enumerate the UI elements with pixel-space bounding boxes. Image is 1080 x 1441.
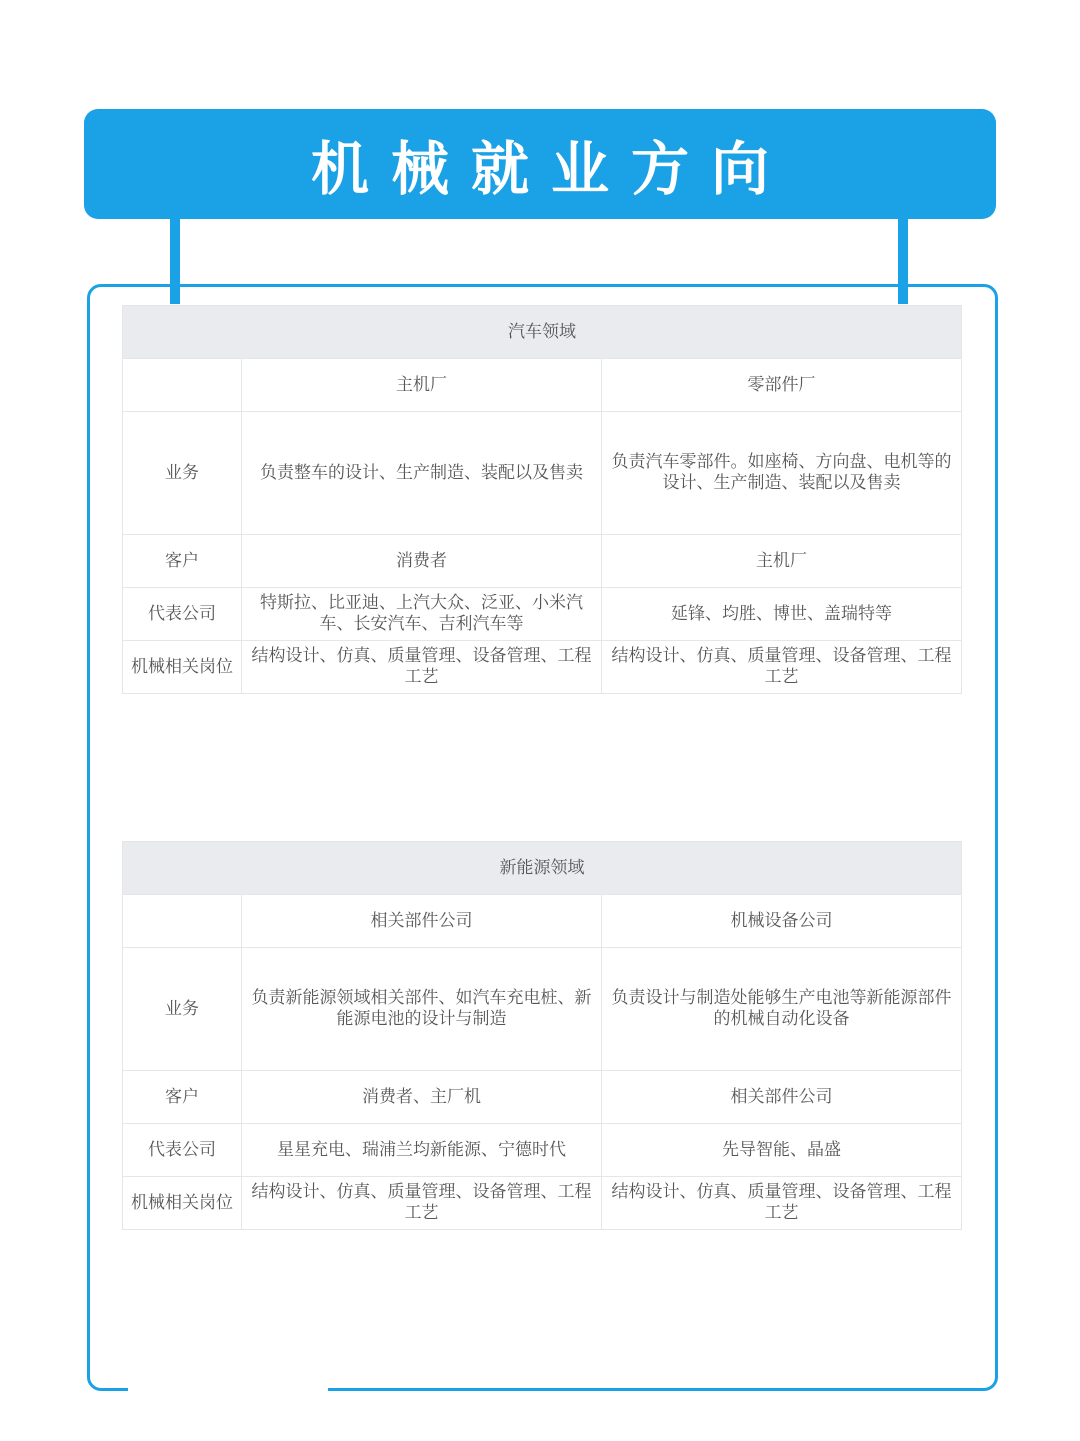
table-cell: 星星充电、瑞浦兰均新能源、宁德时代	[242, 1124, 602, 1177]
table-cell: 负责设计与制造处能够生产电池等新能源部件的机械自动化设备	[602, 948, 962, 1071]
column-header: 零部件厂	[602, 359, 962, 412]
table-header-row	[123, 306, 962, 359]
row-label: 业务	[123, 948, 242, 1071]
corner-cell	[123, 359, 242, 412]
column-header: 相关部件公司	[242, 895, 602, 948]
row-label: 客户	[123, 535, 242, 588]
table-cell: 延锋、均胜、博世、盖瑞特等	[602, 588, 962, 641]
row-label: 客户	[123, 1071, 242, 1124]
table-cell: 主机厂	[602, 535, 962, 588]
section-heading: 新能源领域	[123, 842, 962, 895]
row-label: 代表公司	[123, 588, 242, 641]
table-cell: 结构设计、仿真、质量管理、设备管理、工程工艺	[242, 1177, 602, 1230]
section-heading: 汽车领域	[123, 306, 962, 359]
table-row	[123, 1124, 962, 1177]
column-header-row	[123, 895, 962, 948]
table-row	[123, 412, 962, 535]
table-cell: 先导智能、晶盛	[602, 1124, 962, 1177]
table-cell: 消费者	[242, 535, 602, 588]
table-row	[123, 641, 962, 694]
table-cell: 负责汽车零部件。如座椅、方向盘、电机等的设计、生产制造、装配以及售卖	[602, 412, 962, 535]
corner-cell	[123, 895, 242, 948]
table-row	[123, 948, 962, 1071]
table-cell: 负责新能源领域相关部件、如汽车充电桩、新能源电池的设计与制造	[242, 948, 602, 1071]
table-cell: 结构设计、仿真、质量管理、设备管理、工程工艺	[242, 641, 602, 694]
new-energy-table	[122, 841, 962, 1230]
table-cell: 结构设计、仿真、质量管理、设备管理、工程工艺	[602, 641, 962, 694]
frame-gap	[128, 1380, 328, 1392]
column-header-row	[123, 359, 962, 412]
table-cell: 特斯拉、比亚迪、上汽大众、泛亚、小米汽车、长安汽车、吉利汽车等	[242, 588, 602, 641]
row-label: 代表公司	[123, 1124, 242, 1177]
table-row	[123, 1071, 962, 1124]
automotive-table	[122, 305, 962, 694]
table-row	[123, 1177, 962, 1230]
table-cell: 相关部件公司	[602, 1071, 962, 1124]
row-label: 业务	[123, 412, 242, 535]
table-cell: 消费者、主厂机	[242, 1071, 602, 1124]
row-label: 机械相关岗位	[123, 641, 242, 694]
table-header-row	[123, 842, 962, 895]
title-banner	[84, 109, 996, 219]
table-cell: 负责整车的设计、生产制造、装配以及售卖	[242, 412, 602, 535]
table-row	[123, 535, 962, 588]
page-title: 机械就业方向	[310, 135, 791, 203]
column-header: 机械设备公司	[602, 895, 962, 948]
table-cell: 结构设计、仿真、质量管理、设备管理、工程工艺	[602, 1177, 962, 1230]
table-row	[123, 588, 962, 641]
row-label: 机械相关岗位	[123, 1177, 242, 1230]
column-header: 主机厂	[242, 359, 602, 412]
